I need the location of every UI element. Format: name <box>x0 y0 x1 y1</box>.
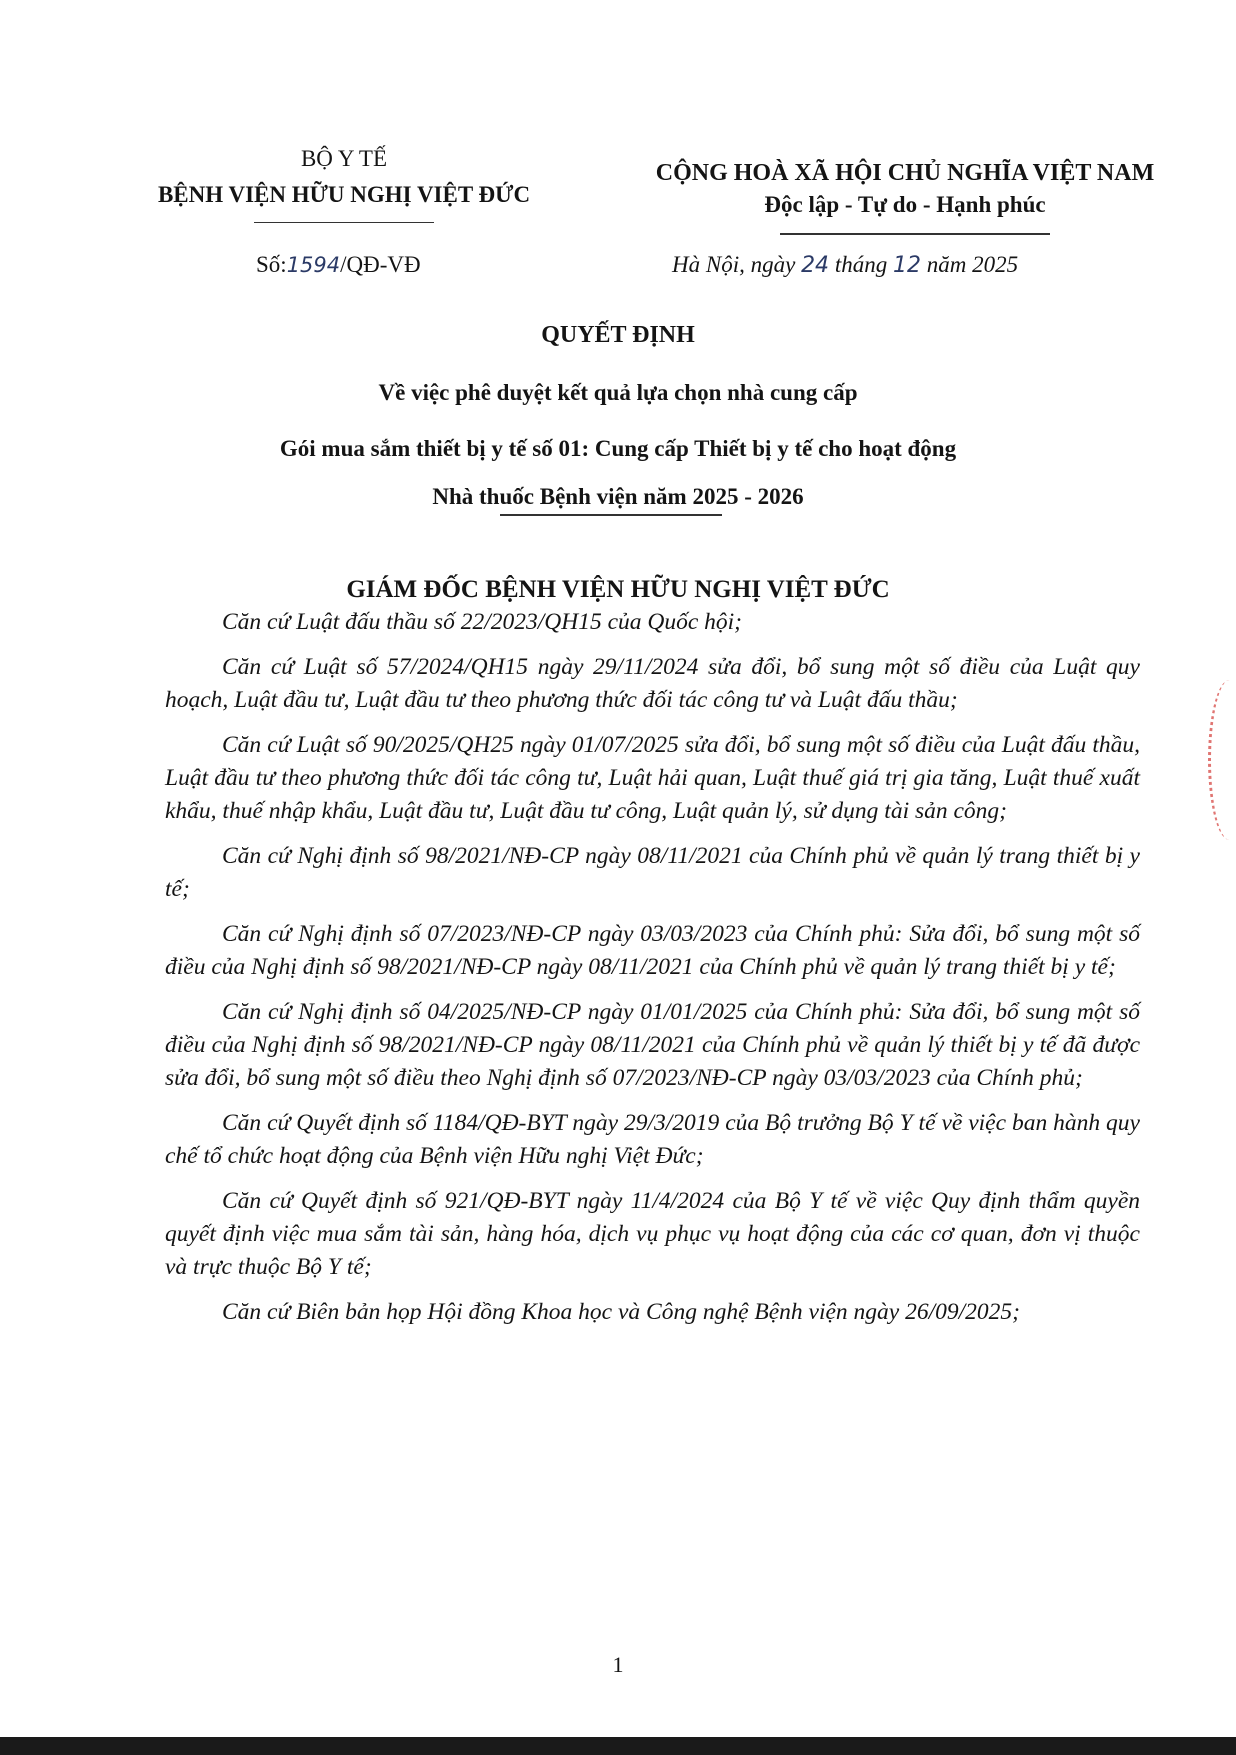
date-line <box>672 252 1018 278</box>
subject-underline <box>500 514 722 516</box>
hospital-name: BỆNH VIỆN HỮU NGHỊ VIỆT ĐỨC <box>157 182 531 207</box>
date-day-handwritten: 24 <box>801 253 830 278</box>
legal-basis-paragraph: Căn cứ Nghị định số 98/2021/NĐ-CP ngày 08/11/2021 của Chính phủ về quản lý trang thiết bị y tế; <box>165 843 1140 902</box>
subject-line-3: Nhà thuốc Bệnh viện năm 2025 - 2026 <box>432 484 804 509</box>
date-month-handwritten: 12 <box>892 253 921 278</box>
motto-underline <box>780 233 1050 235</box>
doc-number-suffix: /QĐ-VĐ <box>340 252 421 277</box>
issuing-authority: GIÁM ĐỐC BỆNH VIỆN HỮU NGHỊ VIỆT ĐỨC <box>346 576 890 603</box>
subject-line-1: Về việc phê duyệt kết quả lựa chọn nhà cung cấp <box>378 380 858 405</box>
legal-basis-paragraph: Căn cứ Nghị định số 04/2025/NĐ-CP ngày 01/01/2025 của Chính phủ: Sửa đổi, bổ sung một số điều của Nghị định số 98/2021/NĐ-CP ngày 08/11/2021 của Chính phủ về quản lý thiết bị y tế đã được sửa đổi, bổ sung một số điều theo Nghị định số 07/2023/NĐ-CP ngày 03/03/2023 của Chính phủ; <box>165 999 1140 1091</box>
nation-name: CỘNG HOÀ XÃ HỘI CHỦ NGHĨA VIỆT NAM <box>655 160 1155 186</box>
page-number: 1 <box>612 1652 624 1677</box>
legal-basis-paragraph: Căn cứ Luật đấu thầu số 22/2023/QH15 của Quốc hội; <box>222 609 743 635</box>
doc-number-prefix: Số: <box>256 252 287 277</box>
scan-border <box>0 1737 1236 1755</box>
date-month-word: tháng <box>834 252 888 277</box>
legal-basis-paragraph: Căn cứ Quyết định số 921/QĐ-BYT ngày 11/4/2024 của Bộ Y tế về việc Quy định thẩm quyền quyết định việc mua sắm tài sản, hàng hóa, dịch vụ phục vụ hoạt động của các cơ quan, đơn vị thuộc và trực thuộc Bộ Y tế; <box>165 1188 1140 1280</box>
nation-motto: Độc lập - Tự do - Hạnh phúc <box>764 192 1046 217</box>
legal-basis-paragraph: Căn cứ Nghị định số 07/2023/NĐ-CP ngày 03/03/2023 của Chính phủ: Sửa đổi, bổ sung một số điều của Nghị định số 98/2021/NĐ-CP ngày 08/11/2021 của Chính phủ về quản lý trang thiết bị y tế; <box>165 921 1140 980</box>
doc-number-handwritten: 1594 <box>286 253 341 277</box>
legal-basis-list <box>165 606 1140 1341</box>
document-number <box>256 252 421 278</box>
subject-line-2: Gói mua sắm thiết bị y tế số 01: Cung cấp Thiết bị y tế cho hoạt động <box>279 436 957 461</box>
legal-basis-paragraph: Căn cứ Quyết định số 1184/QĐ-BYT ngày 29/3/2019 của Bộ trưởng Bộ Y tế về việc ban hành quy chế tổ chức hoạt động của Bệnh viện Hữu nghị Việt Đức; <box>165 1110 1140 1169</box>
document-title: QUYẾT ĐỊNH <box>541 322 695 348</box>
ministry-name: BỘ Y TẾ <box>300 146 388 171</box>
legal-basis-paragraph: Căn cứ Luật số 57/2024/QH15 ngày 29/11/2024 sửa đổi, bổ sung một số điều của Luật quy hoạch, Luật đầu tư, Luật đầu tư theo phương thức đối tác công tư và Luật đấu thầu; <box>165 654 1140 713</box>
date-prefix: Hà Nội, ngày <box>672 252 796 277</box>
hospital-underline <box>254 222 434 223</box>
date-year: năm 2025 <box>926 252 1019 277</box>
red-seal-edge-icon <box>1208 680 1236 840</box>
legal-basis-paragraph: Căn cứ Biên bản họp Hội đồng Khoa học và Công nghệ Bệnh viện ngày 26/09/2025; <box>222 1299 1020 1325</box>
legal-basis-paragraph: Căn cứ Luật số 90/2025/QH25 ngày 01/07/2025 sửa đổi, bổ sung một số điều của Luật đấu thầu, Luật đầu tư theo phương thức đối tác công tư, Luật hải quan, Luật thuế giá trị gia tăng, Luật thuế xuất khẩu, thuế nhập khẩu, Luật đầu tư, Luật đầu tư công, Luật quản lý, sử dụng tài sản công; <box>165 732 1140 824</box>
